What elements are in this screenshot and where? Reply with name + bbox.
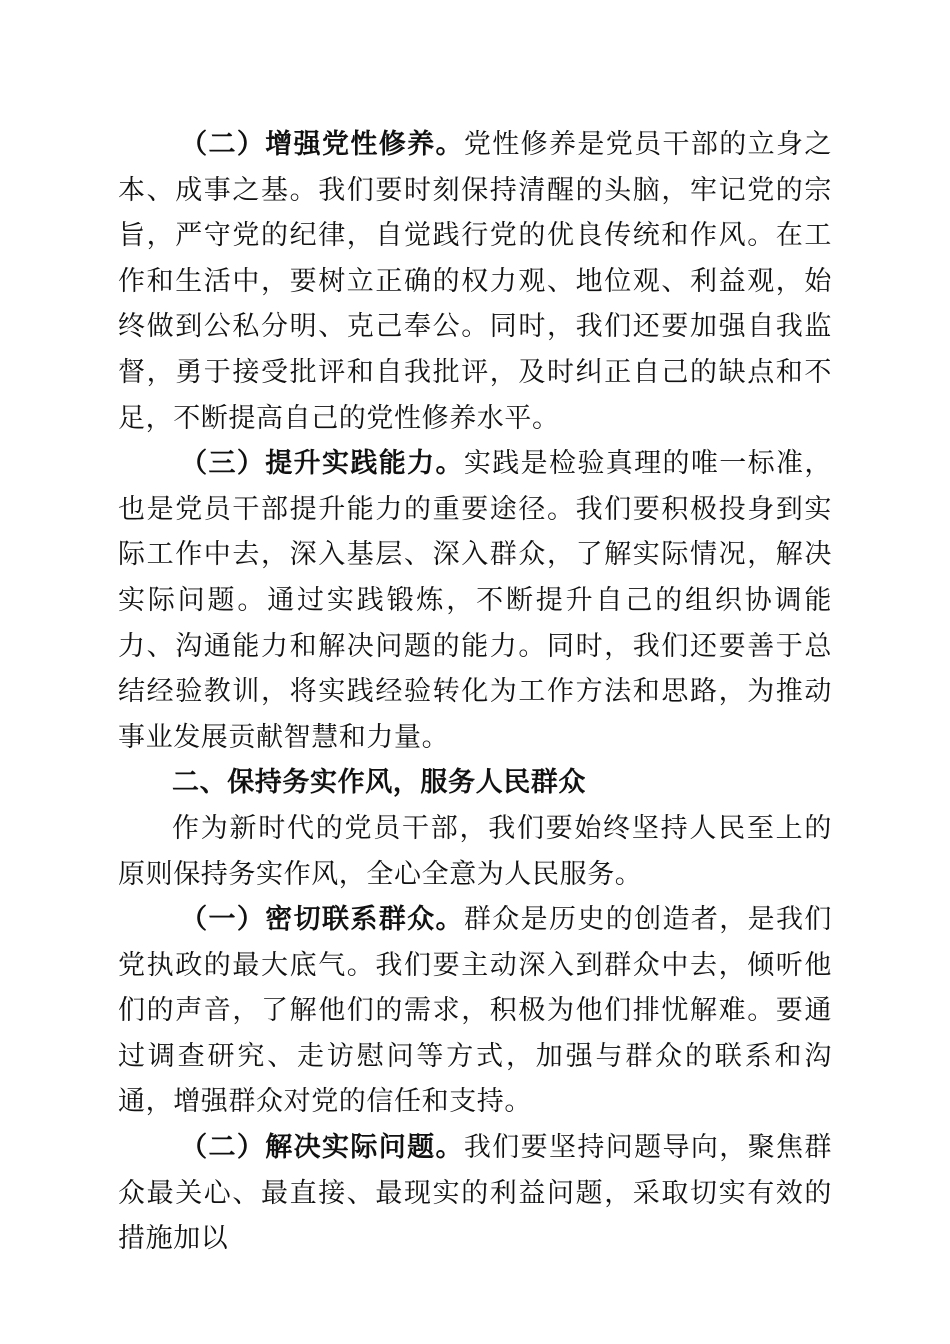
section-heading: 二、保持务实作风，服务人民群众 [172, 767, 586, 799]
paragraph-text: 作为新时代的党员干部，我们要始终坚持人民至上的原则保持务实作风，全心全意为人民服务。 [118, 812, 832, 890]
paragraph-text: 实践是检验真理的唯一标准，也是党员干部提升能力的重要途径。我们要积极投身到实际工作中去，深入基层、深入群众，了解实际情况，解决实际问题。通过实践锻炼，不断提升自己的组织协调能力、沟通能力和解决问题的能力。同时，我们还要善于总结经验教训，将实践经验转化为工作方法和思路，为推动事业发展贡献智慧和力量。 [118, 448, 832, 753]
paragraph-lead: （一）密切联系群众。 [180, 904, 464, 936]
paragraph-lead: （二）解决实际问题。 [180, 1132, 464, 1164]
paragraph-solve-problems [118, 1125, 832, 1262]
paragraph-section-intro [118, 806, 832, 897]
paragraph-text: 我们要坚持问题导向，聚焦群众最关心、最直接、最现实的利益问题，采取切实有效的措施加以 [118, 1132, 832, 1255]
document-page [118, 122, 832, 1262]
paragraph-party-cultivation [118, 122, 832, 441]
paragraph-lead: （二）增强党性修养。 [180, 129, 464, 160]
paragraph-contact-masses [118, 897, 832, 1125]
paragraph-lead: （三）提升实践能力。 [180, 448, 464, 480]
paragraph-text: 群众是历史的创造者，是我们党执政的最大底气。我们要主动深入到群众中去，倾听他们的声音，了解他们的需求，积极为他们排忧解难。要通过调查研究、走访慰问等方式，加强与群众的联系和沟通，增强群众对党的信任和支持。 [118, 904, 832, 1118]
paragraph-practice-ability [118, 441, 832, 760]
paragraph-text: 党性修养是党员干部的立身之本、成事之基。我们要时刻保持清醒的头脑，牢记党的宗旨，严守党的纪律，自觉践行党的优良传统和作风。在工作和生活中，要树立正确的权力观、地位观、利益观，始终做到公私分明、克己奉公。同时，我们还要加强自我监督，勇于接受批评和自我批评，及时纠正自己的缺点和不足，不断提高自己的党性修养水平。 [118, 129, 832, 434]
